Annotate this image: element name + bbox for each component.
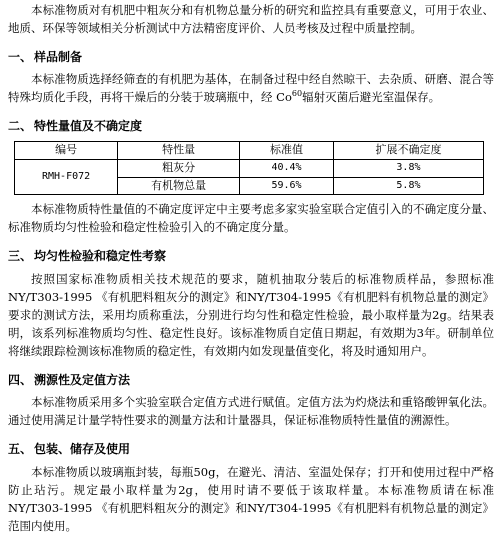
section-heading-3 xyxy=(8,249,494,265)
section-title: 溯源性及定值方法 xyxy=(34,372,131,387)
value-cell: 40.4% xyxy=(240,159,334,177)
section-number: 二、 xyxy=(8,119,33,134)
header-cell-value: 标准值 xyxy=(240,141,334,159)
uncertainty-cell: 3.8% xyxy=(333,159,483,177)
section-heading-1 xyxy=(8,50,494,66)
section-title: 包装、储存及使用 xyxy=(34,442,131,457)
section-number: 一、 xyxy=(8,49,33,64)
section-title: 特性量值及不确定度 xyxy=(34,119,143,134)
header-cell-id: 编号 xyxy=(15,141,118,159)
section-1-text-b: 辐射灭菌后避光室温保存。 xyxy=(302,90,441,105)
section-heading-2 xyxy=(8,119,494,135)
property-cell: 粗灰分 xyxy=(118,159,240,177)
property-value-table xyxy=(14,141,484,196)
section-title: 样品制备 xyxy=(34,49,83,64)
header-cell-property: 特性量 xyxy=(118,141,240,159)
header-cell-uncertainty: 扩展不确定度 xyxy=(333,141,483,159)
section-title: 均匀性检验和稳定性考察 xyxy=(34,249,167,264)
section-4-paragraph: 本标准物质采用多个实验室联合定值方式进行赋值。定值方法为灼烧法和重铬酸钾氧化法。通过使用满足计量学特性要求的测量方法和计量器具，保证标准物质特性量值的溯源性。 xyxy=(8,395,494,428)
intro-paragraph: 本标准物质对有机肥中粗灰分和有机物总量分析的研究和监控具有重要意义，可用于农业、地质、环保等领域相关分析测试中方法精密度评价、人员考核及过程中质量控制。 xyxy=(8,3,494,35)
section-1-text-a: 本标准物质选择经筛查的有机肥为基体，在制备过程中经自然晾干、去杂质、研磨、混合等特殊均质化手段，再将干燥后的分装于玻璃瓶中，经 Co xyxy=(8,72,494,105)
section-3-paragraph: 按照国家标准物质相关技术规范的要求，随机抽取分装后的标准物质样品，参照标准 NY/T303-1995 《有机肥料粗灰分的测定》和NY/T304-1995《有机肥料有机物总量的测定》要求的测试方法，采用均质称重法，分别进行均匀性和稳定性检验，最小取样量为2g。结果表明，该系列标准物质均匀性、稳定性良好。该标准物质自定值日期起，有效期为3年。研制单位将继续跟踪检测该标准物质的稳定性，有效期内如发现量值变化，将及时通知用户。 xyxy=(8,271,494,358)
section-1-paragraph xyxy=(8,71,494,107)
property-cell: 有机物总量 xyxy=(118,177,240,195)
uncertainty-cell: 5.8% xyxy=(333,177,483,195)
section-heading-5 xyxy=(8,442,494,458)
value-cell: 59.6% xyxy=(240,177,334,195)
section-number: 五、 xyxy=(8,442,33,457)
section-heading-4 xyxy=(8,373,494,389)
material-id-cell: RMH-F072 xyxy=(15,159,118,195)
table-row xyxy=(15,159,484,177)
table-header-row xyxy=(15,141,484,159)
section-number: 四、 xyxy=(8,372,33,387)
section-2-note: 本标准物质特性量值的不确定度评定中主要考虑多家实验室联合定值引入的不确定度分量、标准物质均匀性检验和稳定性检验引入的不确定度分量。 xyxy=(8,202,494,235)
section-number: 三、 xyxy=(8,249,33,264)
isotope-superscript: 60 xyxy=(291,89,303,99)
section-5-paragraph: 本标准物质以玻璃瓶封装，每瓶50g，在避光、清洁、室温处保存；打开和使用过程中严格防止玷污。规定最小取样量为2g，使用时请不要低于该取样量。本标准物质请在标准 NY/T303-1995 《有机肥料粗灰分的测定》和NY/T304-1995《有机肥料有机物总量的测定》范围内使用。 xyxy=(8,464,494,533)
